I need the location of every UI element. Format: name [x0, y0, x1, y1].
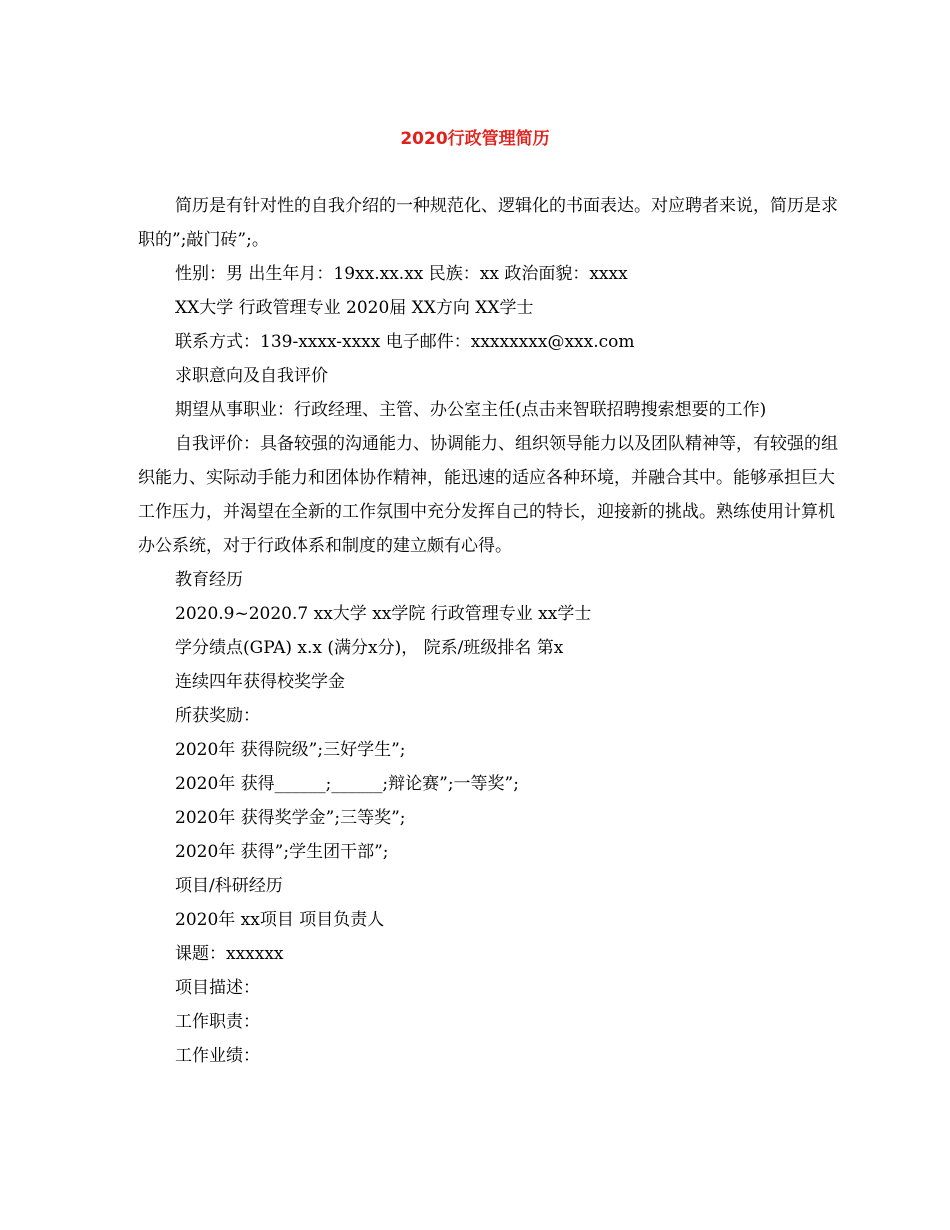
awards-heading: 所获奖励：	[175, 706, 260, 726]
education-entry-line: 2020.9~2020.7 xx大学 xx学院 行政管理专业 xx学士	[175, 604, 592, 624]
project-duties-label: 工作职责：	[175, 1012, 260, 1032]
document-body	[138, 189, 838, 1073]
self-evaluation-paragraph: 自我评价：具备较强的沟通能力、协调能力、组织领导能力以及团队精神等，有较强的组织能力、实际动手能力和团体协作精神，能迅速的适应各种环境，并融合其中。能够承担巨大工作压力，并渴望在全新的工作氛围中充分发挥自己的特长，迎接新的挑战。熟练使用计算机办公系统，对于行政体系和制度的建立颇有心得。	[138, 434, 838, 556]
gpa-line: 学分绩点(GPA) x.x (满分x分)， 院系/班级排名 第x	[175, 638, 564, 658]
award-line: 2020年 获得______;______;辩论赛”;一等奖”;	[175, 774, 519, 794]
section-heading-job-intent: 求职意向及自我评价	[175, 366, 328, 386]
section-heading-education: 教育经历	[175, 570, 243, 590]
award-line: 2020年 获得”;学生团干部”;	[175, 842, 389, 862]
project-line: 2020年 xx项目 项目负责人	[175, 910, 385, 930]
scholarship-line: 连续四年获得校奖学金	[175, 672, 345, 692]
project-topic-line: 课题：xxxxxx	[175, 944, 284, 964]
section-heading-projects: 项目/科研经历	[175, 876, 283, 896]
contact-line: 联系方式：139-xxxx-xxxx 电子邮件：xxxxxxxx@xxx.com	[175, 332, 635, 352]
project-description-label: 项目描述：	[175, 978, 260, 998]
personal-info-line: 性别：男 出生年月：19xx.xx.xx 民族：xx 政治面貌：xxxx	[175, 264, 628, 284]
intro-paragraph: 简历是有针对性的自我介绍的一种规范化、逻辑化的书面表达。对应聘者来说，简历是求职的”;敲门砖”;。	[138, 196, 838, 250]
document-title: 2020行政管理简历	[400, 129, 550, 149]
project-achievements-label: 工作业绩：	[175, 1046, 260, 1066]
award-line: 2020年 获得院级”;三好学生”;	[175, 740, 406, 760]
desired-job-paragraph: 期望从事职业：行政经理、主管、办公室主任(点击来智联招聘搜索想要的工作)	[175, 400, 767, 420]
education-summary-line: XX大学 行政管理专业 2020届 XX方向 XX学士	[175, 298, 534, 318]
award-line: 2020年 获得奖学金”;三等奖”;	[175, 808, 406, 828]
